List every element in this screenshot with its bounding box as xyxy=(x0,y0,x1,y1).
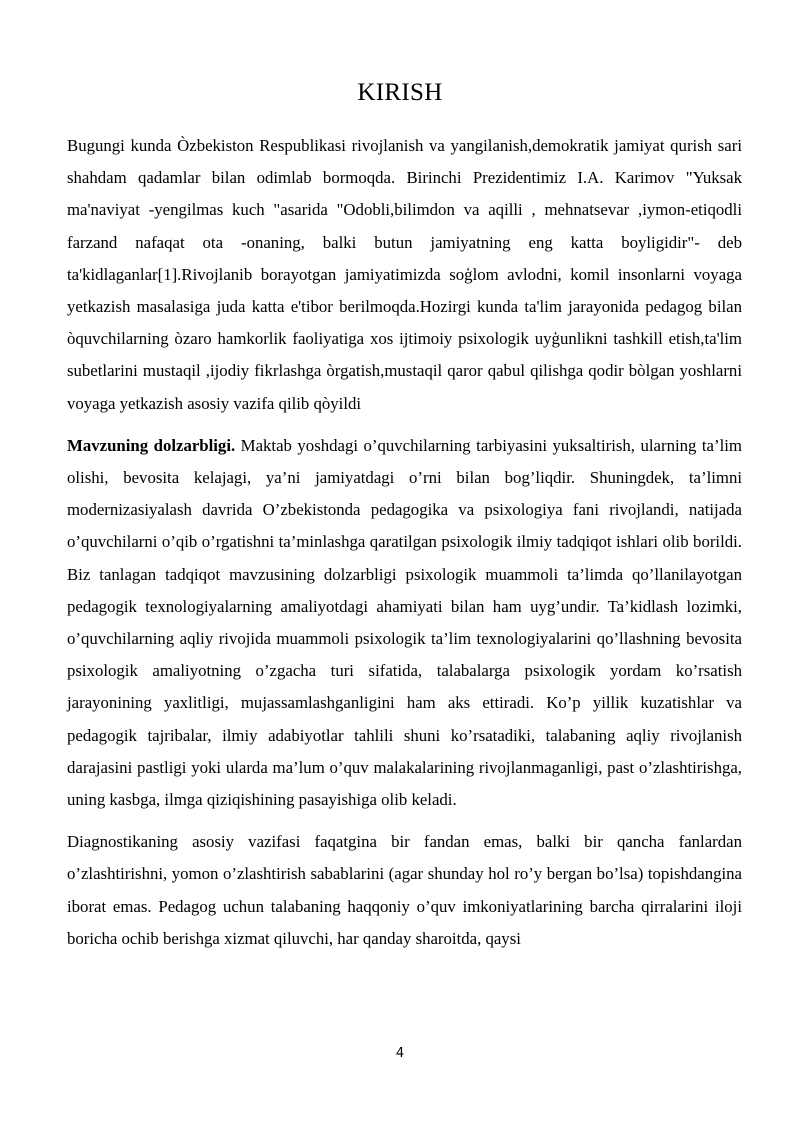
page-number: 4 xyxy=(395,1046,405,1061)
paragraph-text: Diagnostikaning asosiy vazifasi faqatgina bir fandan emas, balki bir qancha fanlardan o’zlashtirishni, yomon o’zlashtirish sabablarini (agar shunday hol ro’y bergan bo’lsa) topishdangina iborat emas. Pedagog uchun talabaning haqqoniy o’quv imkoniyatlarining barcha qirralarini iloji boricha ochib berishga xizmat qiluvchi, har qanday sharoitda, qaysi xyxy=(67,832,742,948)
paragraph-relevance xyxy=(67,430,742,816)
paragraph-intro xyxy=(67,130,742,420)
paragraph-diagnostics xyxy=(67,826,742,955)
paragraph-text: Maktab yoshdagi o’quvchilarning tarbiyasini yuksaltirish, ularning ta’lim olishi, bevosita kelajagi, ya’ni jamiyatdagi o’rni bilan bog’liqdir. Shuningdek, ta’limni modernizasiyalash davrida O’zbekistonda pedagogika va psixologiya fani rivojlandi, natijada o’quvchilarni o’qib o’rgatishni ta’minlashga qaratilgan psixologik ilmiy tadqiqot ishlari olib borildi. Biz tanlagan tadqiqot mavzusining dolzarbligi psixologik muammoli ta’limda qo’llanilayotgan pedagogik texnologiyalarning amaliyotdagi ahamiyati bilan ham uyg’undir. Ta’kidlash lozimki, o’quvchilarning aqliy rivojida muammoli psixologik ta’lim texnologiyalarini qo’llashning bevosita psixologik amaliyotning o’zgacha turi sifatida, talabalarga psixologik yordam ko’rsatish jarayonining yaxlitligi, mujassamlashganligini ham aks ettiradi. Ko’p yillik kuzatishlar va pedagogik tajribalar, ilmiy adabiyotlar tahlili shuni ko’rsatadiki, talabaning aqliy rivojlanish darajasini pastligi yoki ularda ma’lum o’quv malakalarining rivojlanmaganligi, past o’zlashtirishga, uning kasbga, ilmga qiziqishining pasayishiga olib keladi. xyxy=(67,435,742,810)
paragraph-text: Bugungi kunda Òzbekiston Respublikasi rivojlanish va yangilanish,demokratik jamiyat qurish sari shahdam qadamlar bilan odimlab bormoqda. Birinchi Prezidentimiz I.A. Karimov "Yuksak ma'naviyat -yengilmas kuch "asarida "Odobli,bilimdon va aqilli , mehnatsevar ,iymon-etiqodli farzand nafaqat ota -onaning, balki butun jamiyatning eng katta boyligidir"- deb ta'kidlaganlar[1].Rivojlanib borayotgan jamiyatimizda soģlom avlodni, komil insonlarni voyaga yetkazish masalasiga juda katta e'tibor berilmoqda.Hozirgi kunda ta'lim jarayonida pedagog bilan òquvchilarning òzaro hamkorlik faoliyatiga xos ijtimoiy psixologik uyģunlikni tashkill etish,ta'lim subetlarini mustaqil ,ijodiy fikrlashga òrgatish,mustaqil qaror qabul qilishga qodir bòlgan yoshlarni voyaga yetkazish asosiy vazifa qilib qòyildi xyxy=(67,136,742,413)
page-title: KIRISH xyxy=(357,79,443,106)
section-heading-relevance: Mavzuning dolzarbligi. xyxy=(67,435,236,455)
document-body xyxy=(67,130,742,965)
